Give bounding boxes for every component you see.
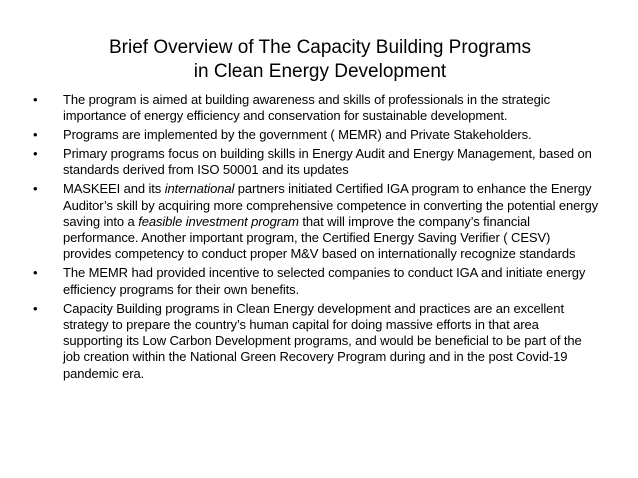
bullet-list xyxy=(32,92,602,385)
bullet-item-awareness xyxy=(32,92,602,125)
title-line-1: Brief Overview of The Capacity Building Programs xyxy=(108,37,532,58)
bullet-text-part-2: partners initiated Certified IGA program to enhance the Energy Auditor’s skill by acquiring more comprehensive competence in converting the potential energy saving into a xyxy=(63,181,599,229)
bullet-item-primary-programs xyxy=(32,146,602,179)
bullet-item-incentive xyxy=(32,265,602,298)
bullet-text-part-3: that will improve the company’s financial performance. Another important program, the Certified Energy Saving Verifier ( CESV) provides competency to conduct proper M&V based on internationally recognize standards xyxy=(63,213,576,262)
bullet-marker: • xyxy=(33,265,38,281)
bullet-marker: • xyxy=(33,181,38,197)
bullet-text: The program is aimed at building awareness and skills of professionals in the strategic importance of energy efficiency and conservation for sustainable development. xyxy=(63,92,550,124)
bullet-marker: • xyxy=(33,146,38,162)
slide-title xyxy=(40,36,600,84)
bullet-marker: • xyxy=(33,300,38,316)
bullet-text: The MEMR had provided incentive to selected companies to conduct IGA and initiate energy efficiency programs for their own benefits. xyxy=(63,265,586,297)
bullet-item-implementation xyxy=(32,127,602,143)
bullet-text: Programs are implemented by the government ( MEMR) and Private Stakeholders. xyxy=(63,127,532,143)
bullet-marker: • xyxy=(33,127,38,143)
bullet-text-part-1: MASKEEI and its xyxy=(63,181,165,197)
bullet-item-maskeei xyxy=(32,181,602,262)
bullet-text-italic-international: international xyxy=(164,181,235,197)
bullet-item-capacity-building xyxy=(32,301,602,382)
bullet-text-italic-investment: feasible investment program xyxy=(138,213,299,229)
bullet-text: Capacity Building programs in Clean Energy development and practices are an excellent strategy to prepare the country’s human capital for doing massive efforts in that area supporting its Low Carbon Development programs, and would be beneficial to be part of the job creation within the National Green Recovery Program during and in the post Covid-19 pandemic era. xyxy=(63,300,582,381)
title-line-2: in Clean Energy Development xyxy=(193,61,447,82)
bullet-marker: • xyxy=(33,92,38,107)
bullet-text: Primary programs focus on building skills in Energy Audit and Energy Management, based on standards derived from ISO 50001 and its updates xyxy=(63,146,592,178)
